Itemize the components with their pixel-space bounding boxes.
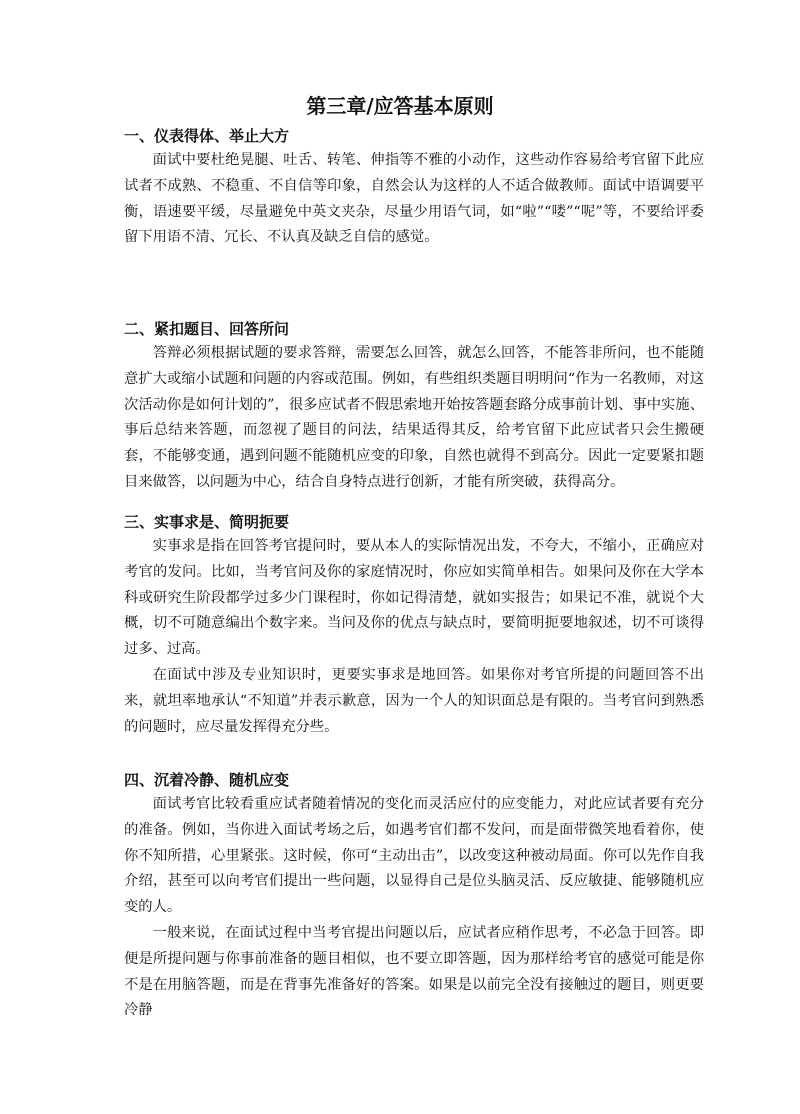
paragraph: 面试考官比较看重应试者随着情况的变化而灵活应付的应变能力，对此应试者要有充分的准备。例如，当你进入面试考场之后，如遇考官们都不发问，而是面带微笑地看着你，使你不知所措，心里紧张。这时候，你可“主动出击”，以改变这种被动局面。你可以先作自我介绍，甚至可以向考官们提出一些问题，以显得自己是位头脑灵活、反应敏捷、能够随机应变的人。 [124, 796, 704, 916]
paragraph: 在面试中涉及专业知识时，更要实事求是地回答。如果你对考官所提的问题回答不出来，就坦率地承认“不知道”并表示歉意，因为一个人的知识面总是有限的。当考官问到熟悉的问题时，应尽量发挥得充分些。 [124, 666, 704, 735]
section-heading: 一、仪表得体、举止大方 [124, 127, 290, 145]
paragraph: 面试中要杜绝晃腿、吐舌、转笔、伸指等不雅的小动作，这些动作容易给考官留下此应试者不成熟、不稳重、不自信等印象，自然会认为这样的人不适合做教师。面试中语调要平衡，语速要平缓，尽量避免中英文夹杂，尽量少用语气词，如“啦”“喽”“呢”等，不要给评委留下用语不清、冗长、不认真及缺乏自信的感觉。 [124, 152, 704, 246]
paragraph: 一般来说，在面试过程中当考官提出问题以后，应试者应稍作思考，不必急于回答。即便是所提问题与你事前准备的题目相似，也不要立即答题，因为那样给考官的感觉可能是你不是在用脑答题，而是在背事先准备好的答案。如果是以前完全没有接触过的题目，则更要冷静 [124, 924, 704, 1019]
section-3 [124, 510, 704, 740]
section-2 [124, 317, 704, 496]
section-heading: 二、紧扣题目、回答所问 [124, 320, 290, 338]
paragraph: 答辩必须根据试题的要求答辩，需要怎么回答，就怎么回答，不能答非所问，也不能随意扩大或缩小试题和问题的内容或范围。例如，有些组织类题目明明问“作为一名教师，对这次活动你是如何计划的”，很多应试者不假思索地开始按答题套路分成事前计划、事中实施、事后总结来答题，而忽视了题目的问法，结果适得其反，给考官留下此应试者只会生搬硬套，不能够变通，遇到问题不能随机应变的印象，自然也就得不到高分。因此一定要紧扣题目来做答，以问题为中心，结合自身特点进行创新，才能有所突破，获得高分。 [124, 345, 704, 490]
section-1 [124, 124, 704, 251]
section-heading: 四、沉着冷静、随机应变 [124, 771, 290, 789]
paragraph: 实事求是指在回答考官提问时，要从本人的实际情况出发，不夸大，不缩小，正确应对考官的发问。比如，当考官问及你的家庭情况时，你应如实简单相告。如果问及你在大学本科或研究生阶段都学过多少门课程时，你如记得清楚，就如实报告；如果记不准，就说个大概，切不可随意编出个数字来。当问及你的优点与缺点时，要简明扼要地叙述，切不可谈得过多、过高。 [124, 538, 704, 658]
page-title: 第三章/应答基本原则 [306, 94, 494, 118]
section-heading: 三、实事求是、简明扼要 [124, 513, 290, 531]
section-4 [124, 768, 704, 1024]
